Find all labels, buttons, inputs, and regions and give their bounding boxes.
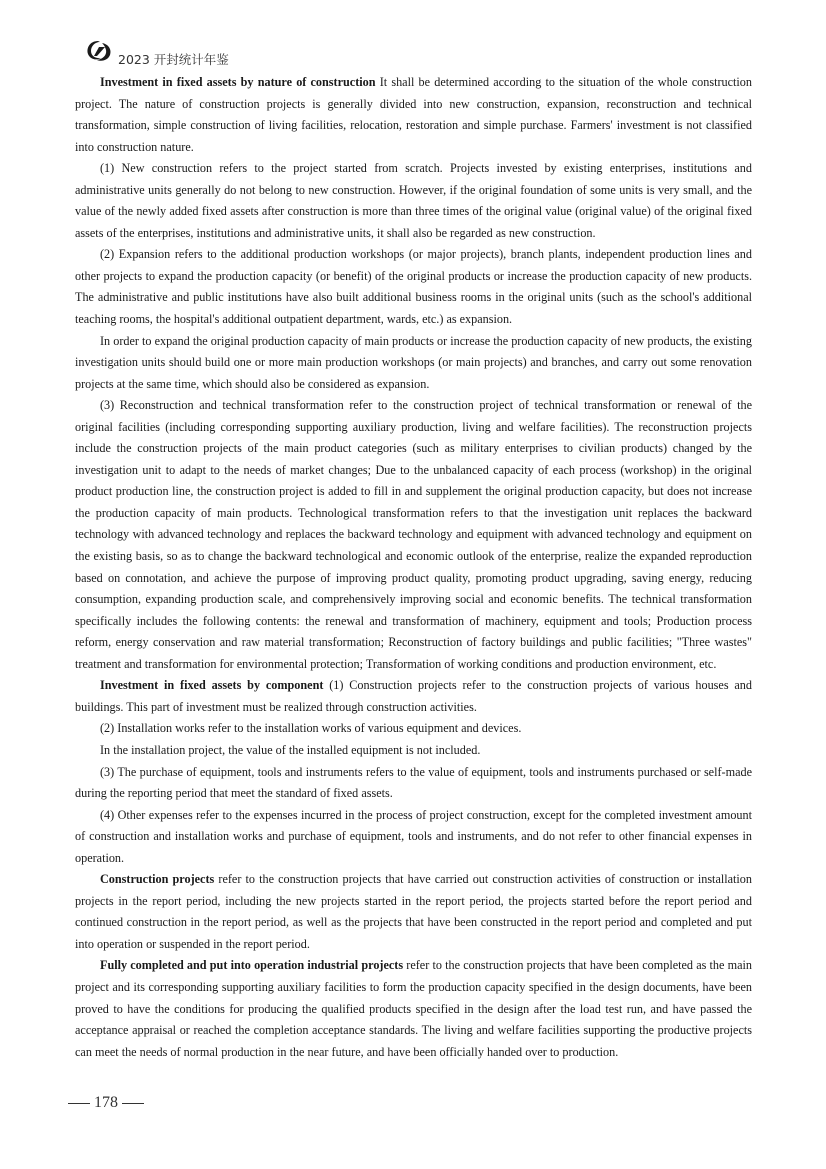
page-number: 178 (94, 1094, 118, 1111)
paragraph (75, 331, 752, 396)
kaifeng-statistics-logo-icon (84, 38, 114, 64)
paragraph (75, 740, 752, 762)
footer-dash-right (122, 1103, 144, 1104)
paragraph-text: refer to the construction projects that have carried out construction activities of construction or installation projects in the report period, including the new projects started in the report period, the projects started before the report period and continued construction in the report period, as well as the projects that have been constructed in the report period and completed and put into operation or suspended in the report period. (75, 872, 752, 951)
paragraph (75, 675, 752, 718)
paragraph-text: (1) Construction projects refer to the construction projects of various houses and buildings. This part of investment must be realized through construction activities. (75, 678, 752, 714)
paragraph (75, 762, 752, 805)
paragraph-text: (2) Expansion refers to the additional production workshops (or major projects), branch plants, independent production lines and other projects to expand the production capacity (or benefit) of the original products or increase the production capacity of new products. The administrative and public institutions have also built additional business rooms in the original units (such as the school's additional teaching rooms, the hospital's additional outpatient department, wards, etc.) as expansion. (75, 247, 752, 327)
paragraph-text: (1) New construction refers to the project started from scratch. Projects invested by existing enterprises, institutions and administrative units generally do not belong to new construction. However, if the original foundation of some units is very small, and the value of the newly added fixed assets after construction is more than three times of the original value (original value) of the original fixed assets of the enterprises, institutions and administrative units, it shall also be regarded as new construction. (75, 161, 752, 240)
footer-dash-left (68, 1103, 90, 1104)
paragraph (75, 244, 752, 330)
defined-term: Construction projects (100, 872, 215, 887)
paragraph (75, 158, 752, 244)
paragraph-text: In order to expand the original production capacity of main products or increase the production capacity of new products, the existing investigation units should build one or more main production workshops (or main projects) and branches, and carry out some renovation projects at the same time, which should also be considered as expansion. (75, 333, 752, 391)
page-footer (64, 1094, 148, 1112)
paragraph (75, 718, 752, 740)
defined-term: Fully completed and put into operation industrial projects (100, 958, 404, 973)
defined-term: Investment in fixed assets by nature of construction (100, 75, 376, 89)
paragraph (75, 395, 752, 675)
yearbook-title: 2023 开封统计年鉴 (118, 52, 229, 67)
paragraph-text: (2) Installation works refer to the installation works of various equipment and devices. (100, 721, 522, 736)
paragraph-text: (3) Reconstruction and technical transformation refer to the construction project of technical transformation or renewal of the original facilities (including corresponding supporting auxiliary production, living and welfare facilities). The reconstruction projects include the construction projects of the main product categories (such as military enterprises to civilian products) changed by the investigation unit to adapt to the needs of market changes; Due to the unbalanced capacity of each process (workshop) in the original product production line, the construction project is added to fill in and supplement the original production capacity, but does not increase the production capacity of main products. Technological transformation refers to that the investigation unit replaces the backward technology with advanced technology and replaces the backward technology and equipment with advanced technology and equipment on the existing basis, so as to change the backward technological and economic outlook of the enterprise, realize the expanded reproduction based on connotation, and achieve the purpose of improving product quality, promoting product upgrading, saving energy, reducing consumption, expanding production scale, and comprehensively improving social and economic benefits. The technical transformation specifically includes the following contents: the renewal and transformation of machinery, equipment and tools; Production process reform, energy conservation and raw material transformation; Reconstruction of factory buildings and public facilities; "Three wastes" treatment and transformation for environmental protection; Transformation of working conditions and production environment, etc. (75, 398, 752, 671)
paragraph-text: In the installation project, the value of the installed equipment is not included. (100, 742, 481, 757)
paragraph-text: (3) The purchase of equipment, tools and instruments refers to the value of equipment, tools and instruments purchased or self-made during the reporting period that meet the standard of fixed assets. (75, 764, 752, 801)
paragraph-text: It shall be determined according to the situation of the whole construction project. The nature of construction projects is generally divided into new construction, expansion, reconstruction and technical transformation, simple construction of living facilities, relocation, restoration and simple purchase. Farmers' investment is not classified into construction nature. (75, 75, 752, 154)
paragraph (75, 805, 752, 870)
paragraph (75, 72, 752, 158)
document-body (75, 72, 752, 1063)
paragraph (75, 955, 752, 1063)
defined-term: Investment in fixed assets by component (100, 678, 324, 693)
paragraph-text: (4) Other expenses refer to the expenses incurred in the process of project construction, except for the completed investment amount of construction and installation works and purchase of equipment, tools and instruments, and do not refer to other financial expenses in operation. (75, 807, 752, 865)
paragraph (75, 869, 752, 955)
paragraph-text: refer to the construction projects that have been completed as the main project and its corresponding supporting auxiliary facilities to form the production capacity specified in the design documents, have been proved to have the conditions for producing the qualified products specified in the design after the load test run, and have passed the acceptance appraisal or reached the completion acceptance standards. The living and welfare facilities supporting the productive projects can meet the needs of normal production in the near future, and have been officially handed over to production. (75, 958, 752, 1059)
